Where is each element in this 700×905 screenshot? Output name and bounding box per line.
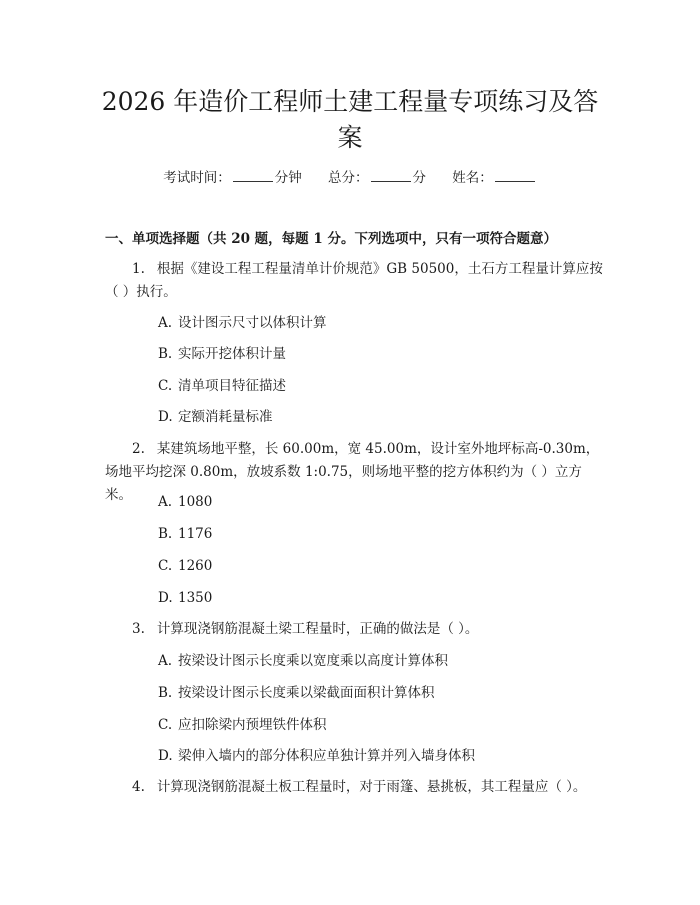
option-2b — [158, 524, 212, 544]
question-number: 3. — [132, 621, 145, 637]
question-3 — [105, 618, 605, 641]
option-text: 1260 — [178, 558, 213, 574]
exam-time-unit: 分钟 — [274, 170, 302, 186]
option-text: 1350 — [178, 590, 213, 606]
option-letter: C. — [158, 717, 173, 733]
question-text: 计算现浇钢筋混凝土梁工程量时，正确的做法是（ ）。 — [156, 621, 479, 637]
student-name — [452, 170, 537, 186]
option-1d — [158, 407, 273, 427]
exam-info-line — [0, 168, 700, 188]
total-score-unit: 分 — [412, 170, 426, 186]
question-number: 2. — [132, 441, 145, 457]
option-1b — [158, 344, 286, 364]
option-3a — [158, 651, 448, 671]
total-score-label: 总分： — [328, 170, 369, 186]
option-2c — [158, 556, 212, 576]
option-text: 清单项目特征描述 — [178, 378, 286, 394]
option-2a — [158, 492, 212, 512]
option-letter: B. — [158, 685, 173, 701]
option-letter: D. — [158, 590, 173, 606]
option-text: 1080 — [178, 494, 213, 510]
option-1a — [158, 313, 327, 333]
question-text: 某建筑场地平整，长 60.00m，宽 45.00m，设计室外地坪标高-0.30m，场地平均挖深 0.80m，放坡系数 1:0.75，则场地平整的挖方体积约为（ ）立方米。 — [105, 441, 600, 503]
exam-time — [163, 170, 302, 186]
option-letter: C. — [158, 558, 173, 574]
section-heading: 一、单项选择题（共 20 题，每题 1 分。下列选项中，只有一项符合题意） — [105, 231, 557, 247]
exam-time-blank — [233, 169, 273, 182]
student-name-blank — [495, 169, 535, 182]
option-letter: D. — [158, 748, 173, 764]
option-letter: D. — [158, 409, 173, 425]
option-letter: A. — [158, 315, 173, 331]
option-3b — [158, 683, 435, 703]
option-text: 应扣除梁内预埋铁件体积 — [178, 717, 327, 733]
option-text: 按梁设计图示长度乘以梁截面面积计算体积 — [178, 685, 435, 701]
option-text: 设计图示尺寸以体积计算 — [178, 315, 327, 331]
page-title-continued: 案 — [337, 123, 363, 152]
option-letter: A. — [158, 494, 173, 510]
option-letter: C. — [158, 378, 173, 394]
exam-time-label: 考试时间： — [163, 170, 231, 186]
option-text: 梁伸入墙内的部分体积应单独计算并列入墙身体积 — [178, 748, 475, 764]
question-number: 4. — [132, 779, 145, 795]
question-4 — [105, 776, 605, 799]
option-text: 1176 — [178, 526, 213, 542]
option-text: 按梁设计图示长度乘以宽度乘以高度计算体积 — [178, 653, 448, 669]
option-3c — [158, 715, 327, 735]
total-score-blank — [371, 169, 411, 182]
total-score — [328, 170, 426, 186]
option-letter: A. — [158, 653, 173, 669]
question-text: 根据《建设工程工程量清单计价规范》GB 50500，土石方工程量计算应按（ ）执行。 — [105, 261, 603, 300]
question-1 — [105, 258, 605, 304]
option-2d — [158, 588, 212, 608]
option-text: 实际开挖体积计量 — [178, 346, 286, 362]
question-text: 计算现浇钢筋混凝土板工程量时，对于雨篷、悬挑板，其工程量应（ ）。 — [156, 779, 587, 795]
option-1c — [158, 376, 286, 396]
question-number: 1. — [132, 261, 145, 277]
option-3d — [158, 746, 475, 766]
option-text: 定额消耗量标准 — [178, 409, 273, 425]
page-title: 2026 年造价工程师土建工程量专项练习及答 — [101, 87, 599, 116]
option-letter: B. — [158, 526, 173, 542]
option-letter: B. — [158, 346, 173, 362]
student-name-label: 姓名： — [452, 170, 493, 186]
